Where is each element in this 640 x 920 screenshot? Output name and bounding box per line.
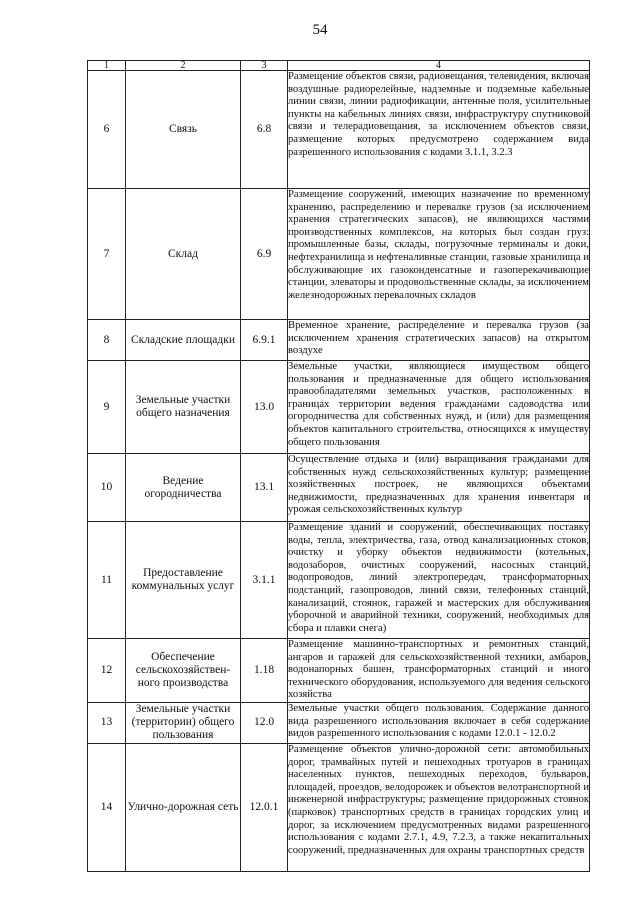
row-number: 14 [88,743,126,871]
use-type-name: Складские площадки [126,320,241,361]
row-number: 10 [88,454,126,522]
use-type-description: Временное хранение, распределение и перевалка грузов (за исключением хранения стратегических запасов) на открытом воздухе [288,320,590,361]
row-number: 8 [88,320,126,361]
use-type-code: 6.9.1 [241,320,288,361]
use-type-code: 6.8 [241,71,288,189]
table-row [88,71,590,189]
use-type-code: 1.18 [241,639,288,703]
use-type-description: Размещение объектов связи, радиовещания, телевидения, включая воздушные радиорелейные, надземные и подземные кабельные линии связи, линии радиофикации, антенные поля, усилительные пункты на кабельных линиях связи, инфраструктуру спутниковой связи и телерадиовещания, за исключением объектов связи, размещение которых предусмотрено содержанием вида разрешенного использования с кодами 3.1.1, 3.2.3 [288,71,590,189]
row-number: 12 [88,639,126,703]
use-type-name: Ведение огородничества [126,454,241,522]
land-use-table [87,60,590,872]
table-row [88,189,590,320]
table-row [88,361,590,454]
use-type-name: Предоставление коммунальных услуг [126,522,241,639]
use-type-code: 13.0 [241,361,288,454]
use-type-description: Земельные участки, являющиеся имуществом общего пользования и предназначенные для общего использования правообладателями земельных участков, расположенных в границах территории ведения гражданами садоводства или огородничества для собственных нужд, и (или) для размещения объектов капитального строительства, относящихся к имуществу общего пользования [288,361,590,454]
table-row [88,702,590,743]
use-type-name: Земельные участки общего назначения [126,361,241,454]
header-col-3: 3 [241,61,288,71]
row-number: 13 [88,702,126,743]
row-number: 6 [88,71,126,189]
use-type-description: Размещение сооружений, имеющих назначение по временному хранению, распределению и перевалке грузов (за исключением хранения стратегических запасов), не являющихся частями производственных комплексов, на которых был создан груз: промышленные базы, склады, погрузочные терминалы и доки, нефтехранилища и нефтеналивные станции, газовые хранилища и обслуживающие их газоконденсатные и газоперекачивающие станции, элеваторы и продовольственные склады, за исключением железнодорожных перевалочных складов [288,189,590,320]
use-type-name: Связь [126,71,241,189]
use-type-code: 3.1.1 [241,522,288,639]
table-row [88,522,590,639]
use-type-description: Размещение машинно-транспортных и ремонтных станций, ангаров и гаражей для сельскохозяйственной техники, амбаров, водонапорных башен, трансформаторных станций и иного технического оборудования, используемого для ведения сельского хозяйства [288,639,590,703]
use-type-description: Земельные участки общего пользования. Содержание данного вида разрешенного использования включает в себя содержание видов разрешенного использования с кодами 12.0.1 - 12.0.2 [288,702,590,743]
row-number: 7 [88,189,126,320]
use-type-description: Размещение объектов улично-дорожной сети: автомобильных дорог, трамвайных путей и пешеходных тротуаров в границах населенных пунктов, пешеходных переходов, бульваров, площадей, проездов, велодорожек и объектов велотранспортной и инженерной инфраструктуры; размещение придорожных стоянок (парковок) транспортных средств в границах городских улиц и дорог, за исключением предусмотренных видами разрешенного использования с кодами 2.7.1, 4.9, 7.2.3, а также некапитальных сооружений, предназначенных для охраны транспортных средств [288,743,590,871]
use-type-name: Улично-дорожная сеть [126,743,241,871]
header-col-4: 4 [288,61,590,71]
use-type-code: 12.0.1 [241,743,288,871]
table-row [88,639,590,703]
header-col-2: 2 [126,61,241,71]
use-type-name: Склад [126,189,241,320]
use-type-code: 6.9 [241,189,288,320]
row-number: 9 [88,361,126,454]
header-col-1: 1 [88,61,126,71]
page-number: 54 [312,22,328,38]
use-type-code: 12.0 [241,702,288,743]
table-header-row [88,61,590,71]
use-type-description: Размещение зданий и сооружений, обеспечивающих поставку воды, тепла, электричества, газа, отвод канализационных стоков, очистку и уборку объектов недвижимости (котельных, водозаборов, очистных сооружений, насосных станций, водопроводов, линий электропередач, трансформаторных подстанций, газопроводов, линий связи, телефонных станций, канализаций, стоянок, гаражей и мастерских для обслуживания уборочной и аварийной техники, сооружений, необходимых для сбора и плавки снега) [288,522,590,639]
use-type-name: Земельные участки (территории) общего пользования [126,702,241,743]
table-row [88,454,590,522]
table-row [88,743,590,871]
use-type-code: 13.1 [241,454,288,522]
use-type-name: Обеспечение сельскохозяйствен-ного производства [126,639,241,703]
row-number: 11 [88,522,126,639]
table-row [88,320,590,361]
use-type-description: Осуществление отдыха и (или) выращивания гражданами для собственных нужд сельскохозяйственных культур; размещение хозяйственных построек, не являющихся объектами недвижимости, предназначенных для хранения инвентаря и урожая сельскохозяйственных культур [288,454,590,522]
